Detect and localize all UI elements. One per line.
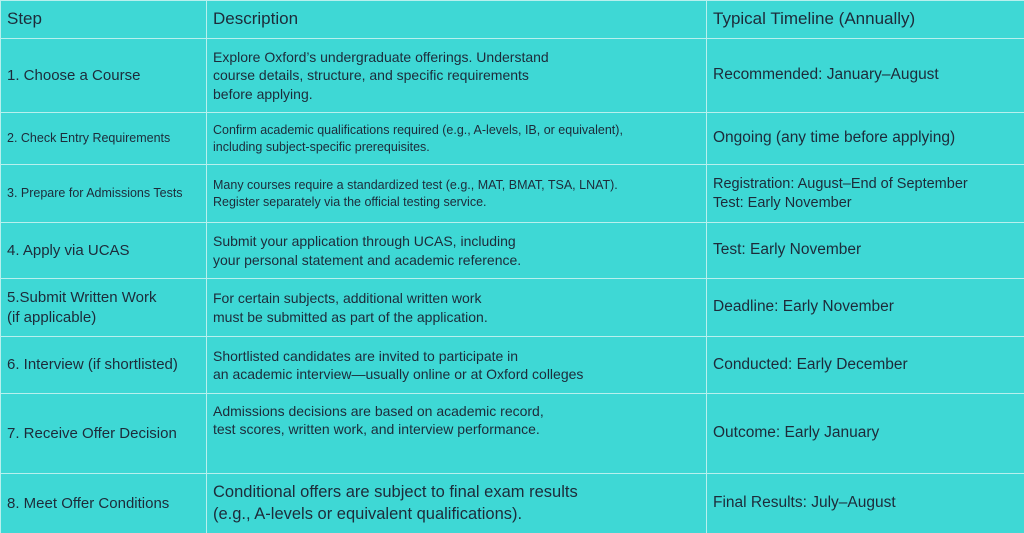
- description-cell: [207, 337, 707, 394]
- description-line: (e.g., A-levels or equivalent qualifications).: [213, 504, 523, 523]
- table-row: [1, 394, 1024, 474]
- description-cell: [207, 39, 707, 113]
- timeline-text: Test: Early November: [713, 241, 862, 259]
- description-line: Many courses require a standardized test (e.g., MAT, BMAT, TSA, LNAT).: [213, 178, 618, 193]
- description-line: Admissions decisions are based on academic record,: [213, 403, 544, 419]
- timeline-text: Outcome: Early January: [713, 424, 880, 442]
- step-text: 4. Apply via UCAS: [7, 241, 130, 259]
- timeline-cell: [707, 39, 1024, 113]
- timeline-text: Registration: August–End of September: [713, 175, 968, 192]
- description-line: Register separately via the official testing service.: [213, 194, 487, 209]
- step-cell: [1, 394, 207, 474]
- table-row: [1, 279, 1024, 337]
- description-line: your personal statement and academic reference.: [213, 251, 522, 268]
- description-cell: [207, 279, 707, 337]
- table-row: [1, 223, 1024, 279]
- step-cell: [1, 39, 207, 113]
- timeline-text: Ongoing (any time before applying): [713, 129, 956, 147]
- step-text: 5.Submit Written Work: [7, 289, 157, 306]
- description-line: must be submitted as part of the application.: [213, 308, 488, 325]
- description-line: Confirm academic qualifications required (e.g., A-levels, IB, or equivalent),: [213, 123, 623, 138]
- step-text: 1. Choose a Course: [7, 66, 141, 84]
- description-cell: [207, 394, 707, 474]
- timeline-cell: [707, 337, 1024, 394]
- step-cell: [1, 113, 207, 165]
- timeline-cell: [707, 474, 1024, 533]
- timeline-text: Final Results: July–August: [713, 494, 896, 512]
- timeline-text: Conducted: Early December: [713, 355, 908, 373]
- step-text: (if applicable): [7, 308, 97, 326]
- description-line: including subject-specific prerequisites.: [213, 139, 430, 154]
- header-row: [1, 1, 1024, 39]
- timeline-cell: [707, 165, 1024, 223]
- timeline-cell: [707, 113, 1024, 165]
- description-cell: [207, 474, 707, 533]
- table-row: [1, 165, 1024, 223]
- description-cell: [207, 165, 707, 223]
- description-line: course details, structure, and specific requirements: [213, 67, 529, 84]
- header-step: Step: [1, 1, 207, 39]
- step-cell: [1, 223, 207, 279]
- description-line: an academic interview—usually online or at Oxford colleges: [213, 366, 584, 382]
- description-line: test scores, written work, and interview performance.: [213, 421, 540, 438]
- header-description: Description: [207, 1, 707, 39]
- table-row: [1, 113, 1024, 165]
- timeline-cell: [707, 394, 1024, 474]
- table-row: [1, 474, 1024, 533]
- timeline-cell: [707, 279, 1024, 337]
- table-row: [1, 39, 1024, 113]
- description-line: Shortlisted candidates are invited to participate in: [213, 347, 519, 364]
- description-line: before applying.: [213, 85, 313, 102]
- step-text: 3. Prepare for Admissions Tests: [7, 186, 183, 201]
- timeline-cell: [707, 223, 1024, 279]
- timeline-text: Recommended: January–August: [713, 66, 939, 84]
- timeline-text: Test: Early November: [713, 194, 852, 211]
- step-cell: [1, 279, 207, 337]
- description-line: For certain subjects, additional written work: [213, 290, 482, 307]
- step-cell: [1, 165, 207, 223]
- description-line: Conditional offers are subject to final exam results: [213, 483, 578, 502]
- description-line: Submit your application through UCAS, including: [213, 233, 516, 250]
- description-cell: [207, 223, 707, 279]
- description-line: Explore Oxford’s undergraduate offerings. Understand: [213, 49, 549, 66]
- description-cell: [207, 113, 707, 165]
- step-text: 7. Receive Offer Decision: [7, 424, 177, 442]
- step-cell: [1, 337, 207, 394]
- timeline-text: Deadline: Early November: [713, 298, 894, 316]
- header-timeline: Typical Timeline (Annually): [707, 1, 1024, 39]
- table-row: [1, 337, 1024, 394]
- step-text: 8. Meet Offer Conditions: [7, 494, 170, 512]
- step-text: 6. Interview (if shortlisted): [7, 356, 178, 374]
- step-text: 2. Check Entry Requirements: [7, 131, 171, 146]
- step-cell: [1, 474, 207, 533]
